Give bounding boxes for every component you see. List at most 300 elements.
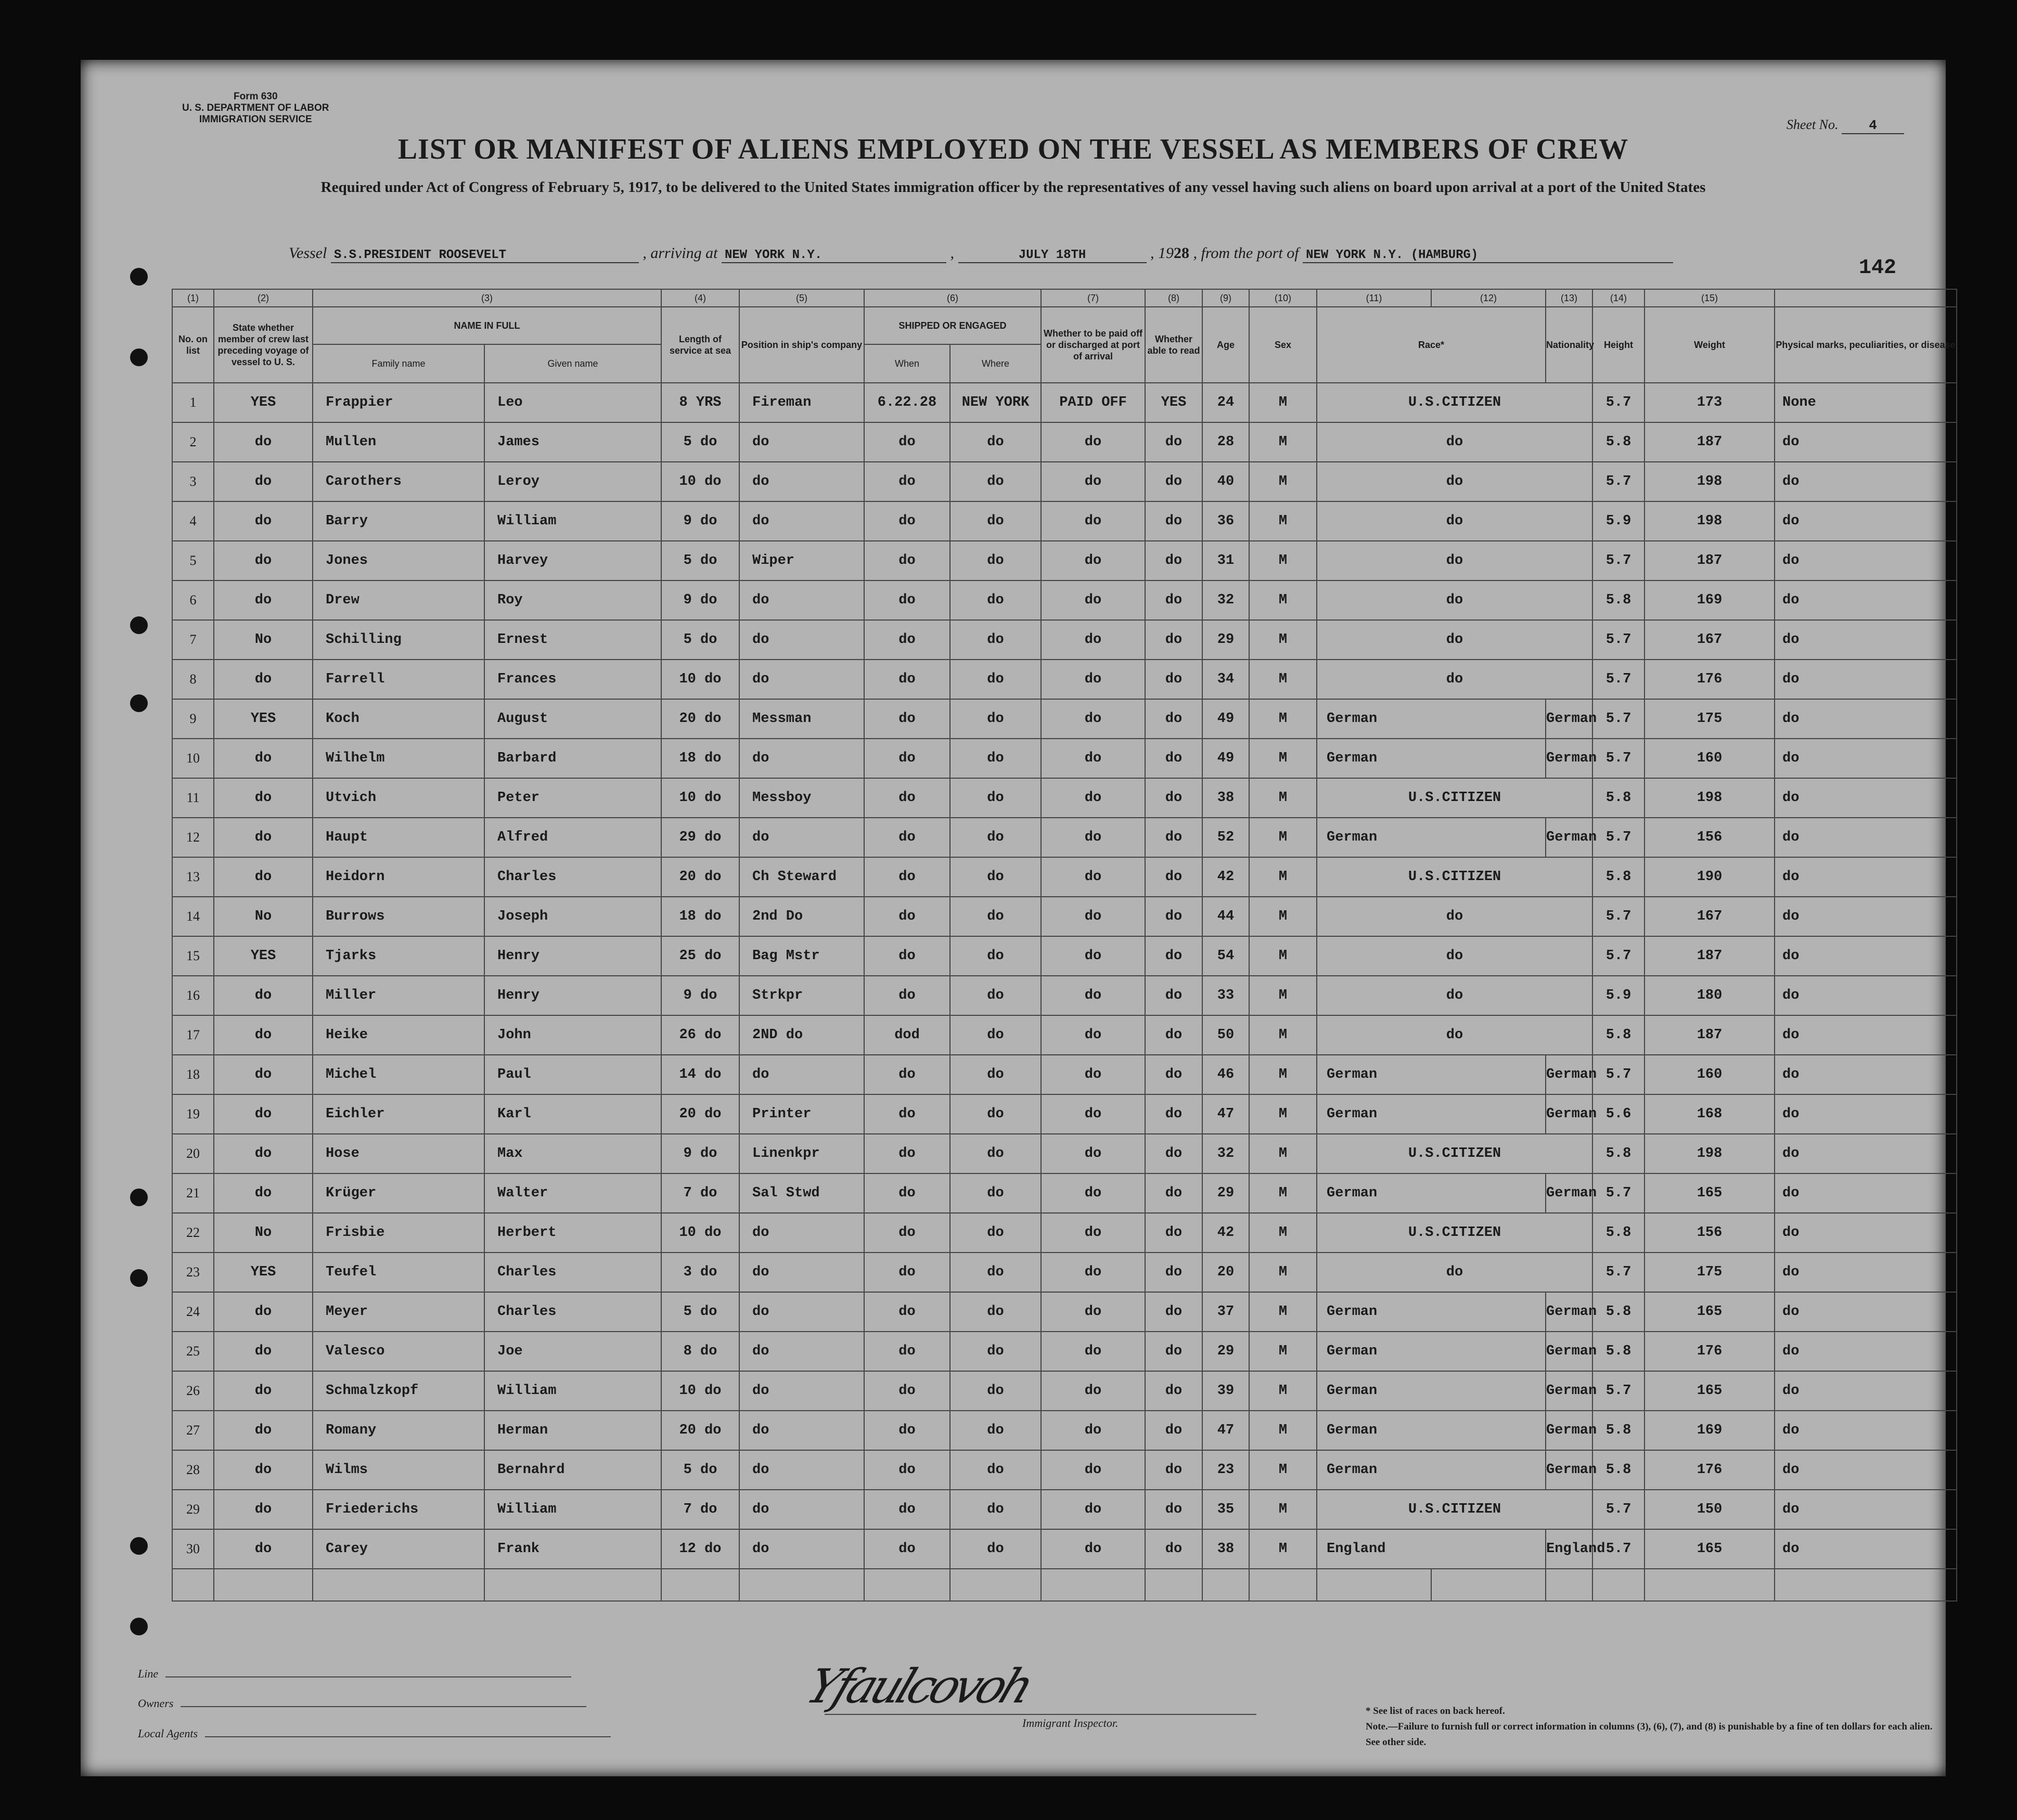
row-number: 5 [172,541,214,580]
table-row [172,1529,1957,1569]
arriving-label: , arriving at [643,244,718,262]
weight: 198 [1645,1134,1775,1173]
given-name: Charles [484,1253,661,1292]
empty-cell [214,1569,313,1601]
shipped-where: do [950,620,1041,660]
given-name: Paul [484,1055,661,1094]
family-name: Miller [313,976,484,1015]
paid-off: do [1041,778,1145,818]
able-to-read: do [1145,620,1202,660]
able-to-read: do [1145,1411,1202,1450]
line-field [165,1676,571,1677]
family-name: Krüger [313,1173,484,1213]
race: German [1317,1411,1546,1450]
physical-marks: do [1775,936,1957,976]
race: German [1317,818,1546,857]
shipped-when: do [864,778,950,818]
position: do [739,462,864,501]
physical-marks: do [1775,620,1957,660]
able-to-read: do [1145,897,1202,936]
paid-off: do [1041,1173,1145,1213]
race: do [1317,580,1592,620]
paid-off: do [1041,501,1145,541]
sex: M [1249,1332,1317,1371]
previous-voyage: do [214,422,313,462]
given-name: Karl [484,1094,661,1134]
given-name: Frank [484,1529,661,1569]
physical-marks: do [1775,1411,1957,1450]
position: Fireman [739,383,864,422]
height: 5.7 [1592,620,1645,660]
height: 5.8 [1592,422,1645,462]
previous-voyage: do [214,660,313,699]
shipped-where: do [950,857,1041,897]
header-sex: Sex [1249,307,1317,383]
height: 5.8 [1592,580,1645,620]
previous-voyage: No [214,1213,313,1253]
shipped-where: do [950,778,1041,818]
sex: M [1249,1253,1317,1292]
length-of-service: 29 do [661,818,739,857]
agents-field [205,1736,611,1737]
given-name: James [484,422,661,462]
colnum-5: (5) [739,289,864,307]
height: 5.7 [1592,383,1645,422]
family-name: Carey [313,1529,484,1569]
department: U. S. DEPARTMENT OF LABOR [182,102,329,113]
sex: M [1249,462,1317,501]
physical-marks: do [1775,1371,1957,1411]
race: German [1317,1332,1546,1371]
family-name: Barry [313,501,484,541]
able-to-read: do [1145,1213,1202,1253]
shipped-where: do [950,541,1041,580]
table-row [172,739,1957,778]
empty-cell [1645,1569,1775,1601]
weight: 190 [1645,857,1775,897]
position: Ch Steward [739,857,864,897]
height: 5.8 [1592,1292,1645,1332]
sex: M [1249,976,1317,1015]
previous-voyage: do [214,1173,313,1213]
position: do [739,1292,864,1332]
age: 40 [1202,462,1249,501]
previous-voyage: do [214,976,313,1015]
position: 2nd Do [739,897,864,936]
from-label: , from the port of [1193,244,1299,262]
height: 5.6 [1592,1094,1645,1134]
paid-off: do [1041,857,1145,897]
shipped-when: do [864,1134,950,1173]
table-row [172,976,1957,1015]
shipped-where: do [950,739,1041,778]
paid-off: do [1041,1055,1145,1094]
previous-voyage: do [214,580,313,620]
family-name: Wilms [313,1450,484,1490]
paid-off: do [1041,699,1145,739]
row-number: 26 [172,1371,214,1411]
sheet-number-value: 4 [1842,118,1904,134]
length-of-service: 25 do [661,936,739,976]
shipped-where: do [950,1529,1041,1569]
year-label: , 19 [1150,244,1174,262]
length-of-service: 9 do [661,976,739,1015]
colnum-16 [1775,289,1957,307]
race: U.S.CITIZEN [1317,1213,1592,1253]
shipped-when: do [864,1292,950,1332]
header-no-on-list: No. on list [172,307,214,383]
inspector-signature: Yfaulcovoh [799,1659,1038,1714]
position: Sal Stwd [739,1173,864,1213]
paid-off: do [1041,1332,1145,1371]
sex: M [1249,818,1317,857]
weight: 176 [1645,660,1775,699]
given-name: William [484,1371,661,1411]
shipped-where: do [950,936,1041,976]
position: do [739,1411,864,1450]
height: 5.8 [1592,1450,1645,1490]
height: 5.9 [1592,976,1645,1015]
row-number: 17 [172,1015,214,1055]
weight: 165 [1645,1292,1775,1332]
nationality: German [1546,699,1592,739]
table-row [172,383,1957,422]
nationality: German [1546,1292,1592,1332]
sex: M [1249,1529,1317,1569]
table-row [172,897,1957,936]
length-of-service: 9 do [661,580,739,620]
paid-off: do [1041,660,1145,699]
height: 5.7 [1592,936,1645,976]
sex: M [1249,1213,1317,1253]
shipped-when: do [864,857,950,897]
age: 38 [1202,1529,1249,1569]
empty-cell [1249,1569,1317,1601]
paid-off: do [1041,422,1145,462]
position: Wiper [739,541,864,580]
given-name: William [484,1490,661,1529]
sex: M [1249,580,1317,620]
nationality: German [1546,739,1592,778]
physical-marks: do [1775,1490,1957,1529]
row-number: 29 [172,1490,214,1529]
able-to-read: do [1145,1292,1202,1332]
shipped-when: do [864,897,950,936]
able-to-read: do [1145,857,1202,897]
column-number-row [172,289,1957,307]
position: Bag Mstr [739,936,864,976]
table-row [172,462,1957,501]
vessel-name: S.S.PRESIDENT ROOSEVELT [331,248,639,263]
header-name-in-full: NAME IN FULL [313,307,661,344]
able-to-read: do [1145,1529,1202,1569]
shipped-when: do [864,422,950,462]
table-row [172,1332,1957,1371]
given-name: Ernest [484,620,661,660]
note-penalty: Note.—Failure to furnish full or correct information in columns (3), (6), (7), and (8) is punishable by a fine of ten dollars for each alien. See other side. [1366,1721,1933,1748]
age: 24 [1202,383,1249,422]
age: 44 [1202,897,1249,936]
position: do [739,1529,864,1569]
shipped-where: do [950,1253,1041,1292]
age: 20 [1202,1253,1249,1292]
sex: M [1249,1292,1317,1332]
position: do [739,1213,864,1253]
weight: 160 [1645,739,1775,778]
previous-voyage: do [214,857,313,897]
length-of-service: 5 do [661,422,739,462]
age: 29 [1202,1332,1249,1371]
height: 5.8 [1592,1213,1645,1253]
length-of-service: 3 do [661,1253,739,1292]
empty-cell [1546,1569,1592,1601]
manifest-sheet [81,60,1956,1776]
able-to-read: YES [1145,383,1202,422]
shipped-where: do [950,699,1041,739]
row-number: 11 [172,778,214,818]
height: 5.8 [1592,857,1645,897]
header-length-of-service: Length of service at sea [661,307,739,383]
empty-cell [1041,1569,1145,1601]
row-number: 28 [172,1450,214,1490]
race: German [1317,1450,1546,1490]
race: U.S.CITIZEN [1317,1490,1592,1529]
race: German [1317,1055,1546,1094]
physical-marks: do [1775,1529,1957,1569]
length-of-service: 10 do [661,1213,739,1253]
previous-voyage: YES [214,936,313,976]
given-name: Frances [484,660,661,699]
able-to-read: do [1145,1015,1202,1055]
sex: M [1249,660,1317,699]
able-to-read: do [1145,1253,1202,1292]
shipped-when: do [864,660,950,699]
height: 5.9 [1592,501,1645,541]
colnum-4: (4) [661,289,739,307]
header-able-to-read: Whether able to read [1145,307,1202,383]
colnum-14: (14) [1592,289,1645,307]
colnum-11: (11) [1317,289,1431,307]
length-of-service: 20 do [661,1094,739,1134]
table-row [172,1173,1957,1213]
age: 47 [1202,1411,1249,1450]
header-age: Age [1202,307,1249,383]
previous-voyage: No [214,897,313,936]
given-name: Leroy [484,462,661,501]
header-race: Race* [1317,307,1546,383]
shipped-where: do [950,580,1041,620]
row-number: 24 [172,1292,214,1332]
nationality: German [1546,1332,1592,1371]
shipped-when: dod [864,1015,950,1055]
row-number: 27 [172,1411,214,1450]
height: 5.8 [1592,1015,1645,1055]
header-position: Position in ship's company [739,307,864,383]
footer-agents [138,1727,611,1740]
paid-off: do [1041,1292,1145,1332]
age: 37 [1202,1292,1249,1332]
table-row [172,580,1957,620]
race: do [1317,541,1592,580]
given-name: Herman [484,1411,661,1450]
sex: M [1249,1134,1317,1173]
length-of-service: 5 do [661,620,739,660]
position: do [739,660,864,699]
age: 31 [1202,541,1249,580]
paid-off: do [1041,897,1145,936]
row-number: 4 [172,501,214,541]
able-to-read: do [1145,462,1202,501]
header-shipped-or-engaged: SHIPPED OR ENGAGED [864,307,1041,344]
weight: 150 [1645,1490,1775,1529]
nationality: German [1546,1411,1592,1450]
table-row [172,1134,1957,1173]
race: U.S.CITIZEN [1317,778,1592,818]
empty-cell [313,1569,484,1601]
weight: 160 [1645,1055,1775,1094]
height: 5.7 [1592,541,1645,580]
age: 35 [1202,1490,1249,1529]
weight: 187 [1645,541,1775,580]
form-number: Form 630 [234,91,278,102]
position: do [739,1253,864,1292]
height: 5.7 [1592,818,1645,857]
previous-voyage: do [214,1292,313,1332]
family-name: Meyer [313,1292,484,1332]
given-name: Alfred [484,818,661,857]
family-name: Schmalzkopf [313,1371,484,1411]
length-of-service: 26 do [661,1015,739,1055]
race: U.S.CITIZEN [1317,383,1592,422]
position: Linenkpr [739,1134,864,1173]
previous-voyage: No [214,620,313,660]
paid-off: do [1041,1015,1145,1055]
colnum-3: (3) [313,289,661,307]
weight: 176 [1645,1332,1775,1371]
previous-voyage: do [214,1371,313,1411]
service: IMMIGRATION SERVICE [199,114,312,125]
physical-marks: do [1775,462,1957,501]
table-row [172,1094,1957,1134]
row-number: 1 [172,383,214,422]
race: German [1317,1094,1546,1134]
family-name: Wilhelm [313,739,484,778]
family-name: Haupt [313,818,484,857]
shipped-where: do [950,1450,1041,1490]
table-row [172,1490,1957,1529]
family-name: Valesco [313,1332,484,1371]
shipped-when: do [864,1213,950,1253]
sex: M [1249,1015,1317,1055]
arrival-date: JULY 18TH [958,248,1147,263]
row-number: 22 [172,1213,214,1253]
race: do [1317,897,1592,936]
physical-marks: do [1775,422,1957,462]
shipped-where: NEW YORK [950,383,1041,422]
sex: M [1249,541,1317,580]
paid-off: do [1041,1411,1145,1450]
colnum-15: (15) [1645,289,1775,307]
given-name: Peter [484,778,661,818]
weight: 175 [1645,1253,1775,1292]
previous-voyage: do [214,1094,313,1134]
family-name: Heidorn [313,857,484,897]
paid-off: do [1041,976,1145,1015]
family-name: Schilling [313,620,484,660]
shipped-when: do [864,699,950,739]
weight: 167 [1645,897,1775,936]
sheet-number [1787,117,1904,134]
able-to-read: do [1145,1055,1202,1094]
previous-voyage: do [214,541,313,580]
physical-marks: do [1775,1015,1957,1055]
row-number: 19 [172,1094,214,1134]
given-name: Walter [484,1173,661,1213]
height: 5.7 [1592,1529,1645,1569]
sex: M [1249,383,1317,422]
physical-marks: do [1775,857,1957,897]
line-label: Line [138,1667,159,1680]
table-row [172,1450,1957,1490]
physical-marks: do [1775,541,1957,580]
row-number: 12 [172,818,214,857]
previous-voyage: do [214,1450,313,1490]
owners-label: Owners [138,1697,174,1710]
race: do [1317,1253,1592,1292]
age: 42 [1202,857,1249,897]
empty-cell [1145,1569,1202,1601]
physical-marks: do [1775,1450,1957,1490]
shipped-when: do [864,739,950,778]
header-nationality: Nationality [1546,307,1592,383]
table-row [172,422,1957,462]
shipped-when: do [864,462,950,501]
able-to-read: do [1145,1332,1202,1371]
colnum-9: (9) [1202,289,1249,307]
shipped-where: do [950,501,1041,541]
row-number: 14 [172,897,214,936]
shipped-where: do [950,462,1041,501]
shipped-when: do [864,620,950,660]
table-row [172,778,1957,818]
sex: M [1249,1055,1317,1094]
length-of-service: 8 YRS [661,383,739,422]
height: 5.7 [1592,462,1645,501]
shipped-when: do [864,976,950,1015]
race: do [1317,620,1592,660]
nationality: England [1546,1529,1592,1569]
age: 28 [1202,422,1249,462]
position: Messboy [739,778,864,818]
given-name: Roy [484,580,661,620]
race: German [1317,699,1546,739]
shipped-when: do [864,1332,950,1371]
physical-marks: do [1775,501,1957,541]
shipped-when: do [864,580,950,620]
able-to-read: do [1145,936,1202,976]
paid-off: do [1041,580,1145,620]
weight: 198 [1645,778,1775,818]
family-name: Michel [313,1055,484,1094]
race: do [1317,976,1592,1015]
column-header-row [172,307,1957,344]
family-name: Mullen [313,422,484,462]
paid-off: do [1041,1253,1145,1292]
shipped-where: do [950,422,1041,462]
row-number: 3 [172,462,214,501]
physical-marks: do [1775,1134,1957,1173]
race: U.S.CITIZEN [1317,1134,1592,1173]
